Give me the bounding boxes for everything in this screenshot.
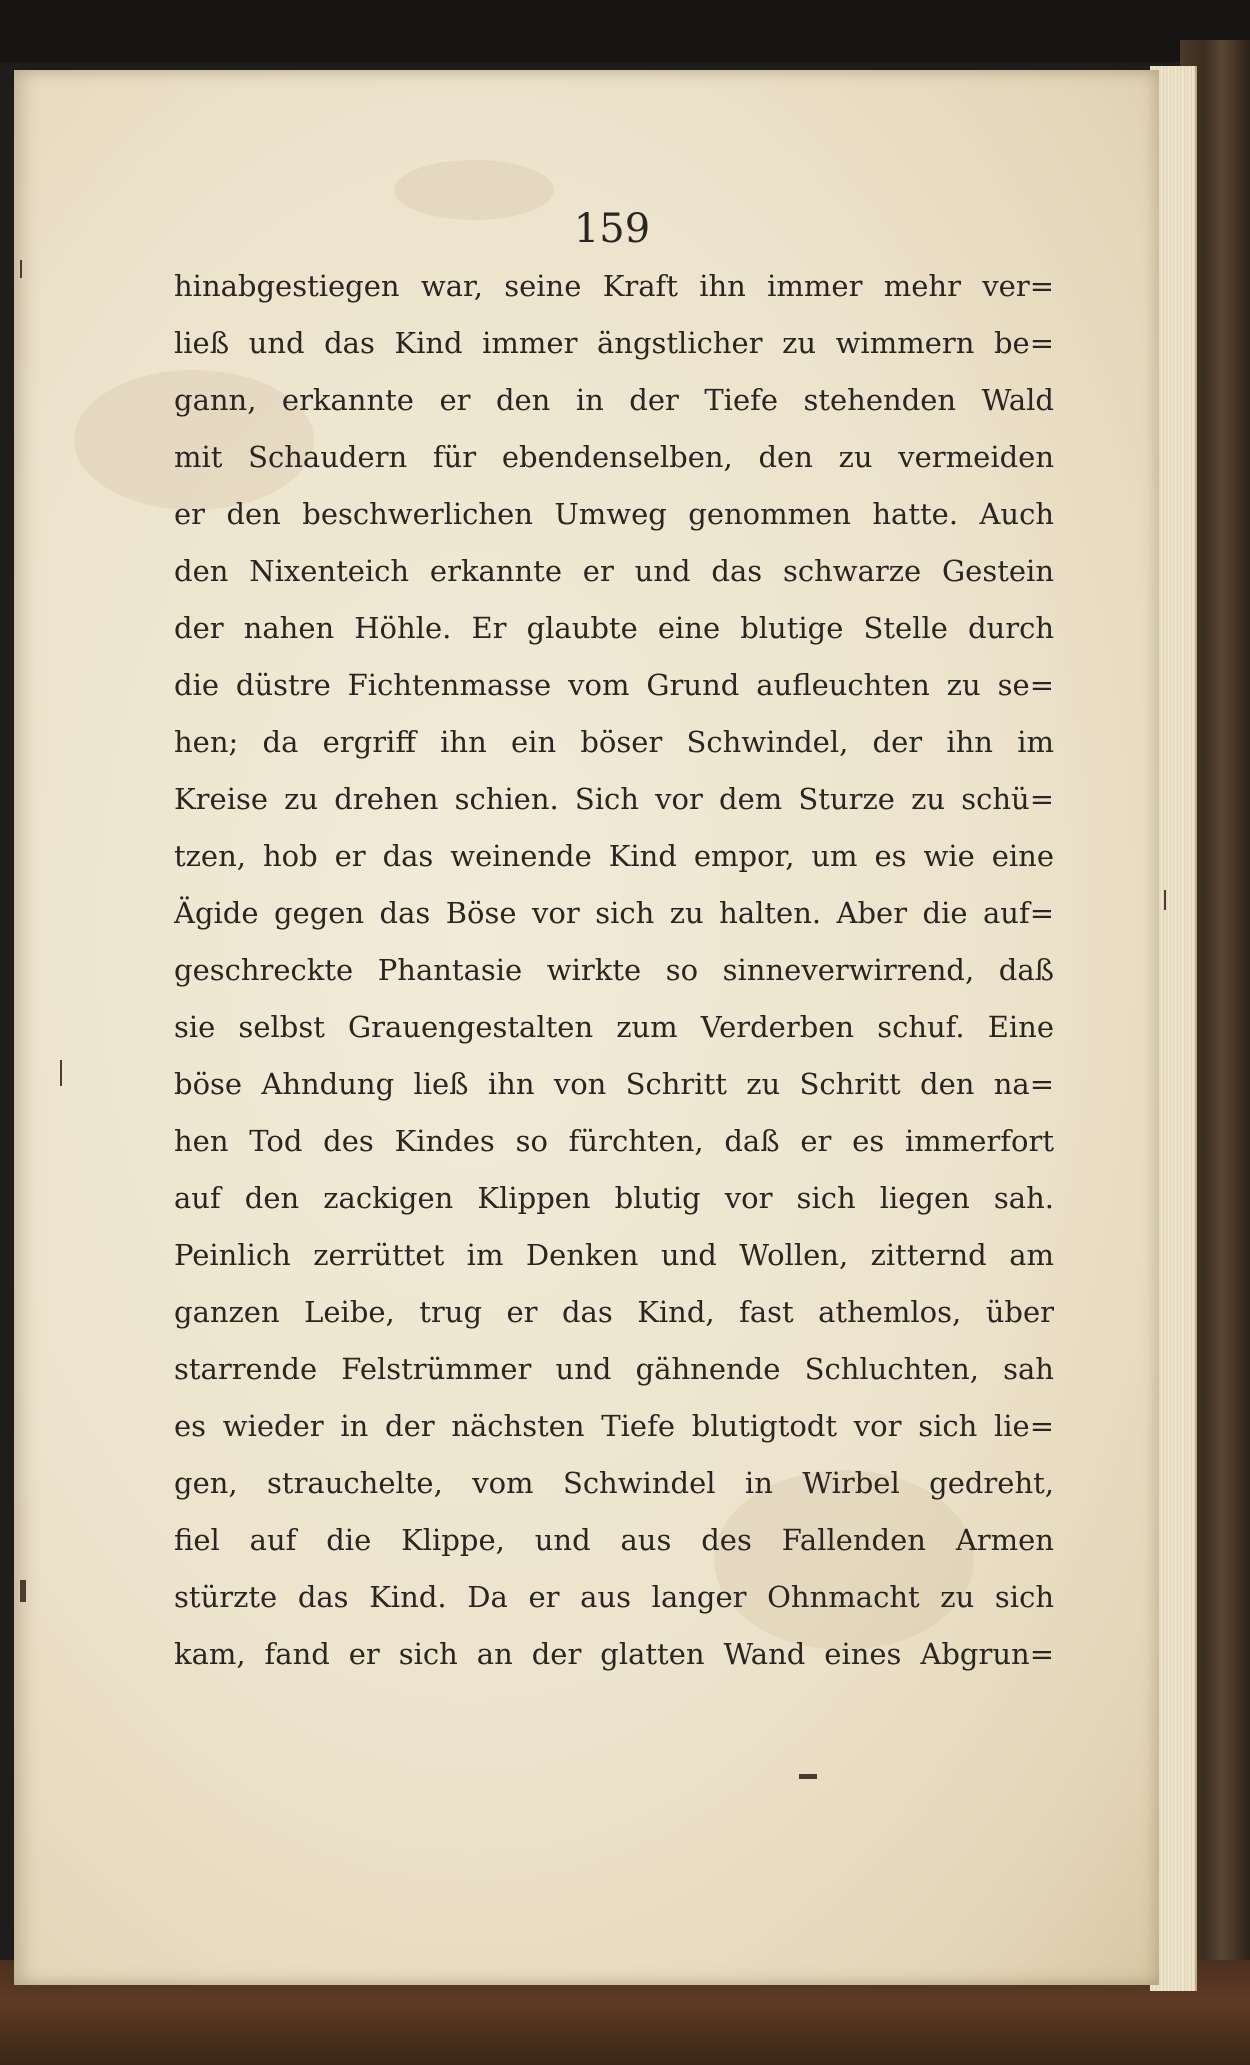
text-line: Peinlich zerrüttet im Denken und Wollen, zitternd am — [174, 1238, 1054, 1272]
text-line: tzen, hob er das weinende Kind empor, um es wie eine — [174, 839, 1054, 873]
text-line: böse Ahndung ließ ihn von Schritt zu Schritt den na= — [174, 1067, 1054, 1101]
text-line: gen, strauchelte, vom Schwindel in Wirbel gedreht, — [174, 1466, 1054, 1500]
text-line: er den beschwerlichen Umweg genommen hatte. Auch — [174, 497, 1054, 531]
margin-mark — [20, 1580, 26, 1602]
text-line: Ägide gegen das Böse vor sich zu halten. Aber die auf= — [174, 896, 1054, 930]
text-line: hinabgestiegen war, seine Kraft ihn immer mehr ver= — [174, 269, 1054, 303]
text-line: ganzen Leibe, trug er das Kind, fast athemlos, über — [174, 1295, 1054, 1329]
text-line: die düstre Fichtenmasse vom Grund aufleuchten zu se= — [174, 668, 1054, 702]
stain — [394, 160, 554, 220]
text-line: Kreise zu drehen schien. Sich vor dem Sturze zu schü= — [174, 782, 1054, 816]
text-line: sie selbst Grauengestalten zum Verderben schuf. Eine — [174, 1010, 1054, 1044]
text-line: ließ und das Kind immer ängstlicher zu wimmern be= — [174, 326, 1054, 360]
text-line: mit Schaudern für ebendenselben, den zu vermeiden — [174, 440, 1054, 474]
ink-blot — [799, 1774, 817, 1779]
text-line: hen; da ergriff ihn ein böser Schwindel, der ihn im — [174, 725, 1054, 759]
margin-mark — [1164, 890, 1166, 910]
scan-background-top — [0, 0, 1250, 62]
body-text — [174, 258, 1054, 1683]
text-line: starrende Felstrümmer und gähnende Schluchten, sah — [174, 1352, 1054, 1386]
book-page — [14, 70, 1159, 1985]
text-line: den Nixenteich erkannte er und das schwarze Gestein — [174, 554, 1054, 588]
text-line: es wieder in der nächsten Tiefe blutigtodt vor sich lie= — [174, 1409, 1054, 1443]
margin-mark — [20, 260, 22, 278]
page-number: 159 — [573, 206, 651, 252]
text-line: gann, erkannte er den in der Tiefe stehenden Wald — [174, 383, 1054, 417]
text-line: fiel auf die Klippe, und aus des Fallenden Armen — [174, 1523, 1054, 1557]
text-line: der nahen Höhle. Er glaubte eine blutige Stelle durch — [174, 611, 1054, 645]
margin-mark — [60, 1060, 62, 1086]
text-line: stürzte das Kind. Da er aus langer Ohnmacht zu sich — [174, 1580, 1054, 1614]
text-line: auf den zackigen Klippen blutig vor sich liegen sah. — [174, 1181, 1054, 1215]
text-line: kam, fand er sich an der glatten Wand eines Abgrun= — [174, 1637, 1054, 1671]
text-line: geschreckte Phantasie wirkte so sinneverwirrend, daß — [174, 953, 1054, 987]
text-line: hen Tod des Kindes so fürchten, daß er es immerfort — [174, 1124, 1054, 1158]
